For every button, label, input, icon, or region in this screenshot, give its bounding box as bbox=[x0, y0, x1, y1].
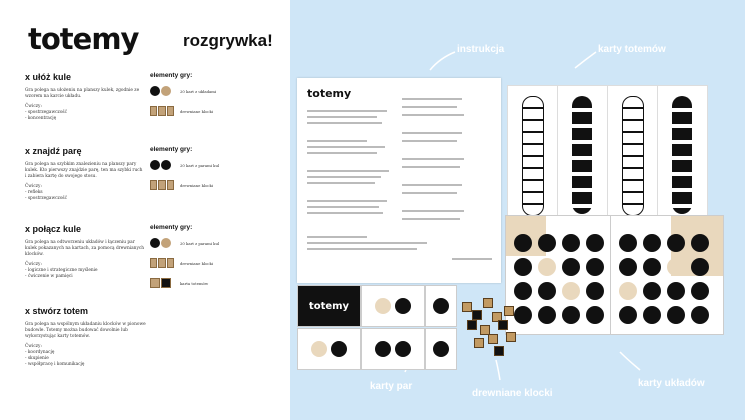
skill-item: - spostrzegawczość bbox=[25, 196, 68, 201]
section-title: x połącz kule bbox=[25, 224, 82, 234]
element-label: 20 kart z parami kul bbox=[180, 240, 220, 246]
section-description: Gra polega na odtworzeniu układów i łączeniu par kulek pokazanych na kartach, za pomocą drewnianych klocków. bbox=[25, 240, 145, 257]
section-title: x znajdź parę bbox=[25, 146, 82, 156]
leaflet-logo: totemy bbox=[307, 87, 352, 100]
pair-card bbox=[361, 328, 425, 370]
skill-item: - logiczne i strategiczne myślenie bbox=[25, 268, 98, 273]
skill-item: - koncentrację bbox=[25, 116, 57, 121]
totem-card bbox=[607, 85, 658, 227]
callout-wooden-blocks: drewniane klocki bbox=[472, 388, 553, 399]
callout-instructions: instrukcja bbox=[457, 44, 505, 55]
section-description: Gra polega na ułożeniu na planszy kulek, zgodnie ze wzorem na karcie układu. bbox=[25, 88, 140, 99]
arrow-instructions bbox=[430, 52, 455, 70]
totem-card bbox=[507, 85, 558, 227]
logo-suffix: rozgrywka! bbox=[183, 31, 273, 50]
callout-totem-cards: karty totemów bbox=[598, 44, 666, 55]
logo: totemy bbox=[28, 22, 139, 56]
element-label: 20 kart z układami bbox=[180, 88, 217, 94]
section-title: x stwórz totem bbox=[25, 306, 89, 316]
section-description: Gra polega na wspólnym układaniu klocków w pionowe budowle. Totemy można budować dowolnie lub wykorzystując karty totemów. bbox=[25, 322, 146, 339]
skill-item: - koordynację bbox=[25, 350, 55, 355]
element-label: drewniane klocki bbox=[180, 260, 214, 266]
element-label: drewniane klocki bbox=[180, 182, 214, 188]
arrow-totem-cards bbox=[575, 52, 596, 68]
skills-label: Ćwiczy: bbox=[25, 104, 42, 109]
pair-card bbox=[361, 285, 425, 327]
pair-card-back bbox=[297, 285, 361, 327]
skill-item: - współpracę i komunikację bbox=[25, 362, 85, 367]
skill-item: - refleks bbox=[25, 190, 43, 195]
elements-title: elementy gry: bbox=[150, 72, 193, 79]
totem-card bbox=[557, 85, 608, 227]
element-label: drewniane klocki bbox=[180, 108, 214, 114]
arrow-wooden-blocks bbox=[496, 360, 500, 380]
pair-card bbox=[425, 285, 457, 327]
instruction-leaflet bbox=[297, 78, 501, 283]
totem-card bbox=[657, 85, 708, 227]
layout-card bbox=[505, 215, 615, 335]
skill-item: - ćwiczenie w pamięci bbox=[25, 274, 73, 279]
element-label: 20 kart z parami kul bbox=[180, 162, 220, 168]
arrow-layout-cards bbox=[620, 352, 640, 370]
skills-label: Ćwiczy: bbox=[25, 184, 42, 189]
skills-label: Ćwiczy: bbox=[25, 344, 42, 349]
card-logo: totemy bbox=[308, 300, 350, 312]
skill-item: - spostrzegawczość bbox=[25, 110, 68, 115]
pair-card bbox=[425, 328, 457, 370]
section-description: Gra polega na szybkim znalezieniu na planszy pary kulek. Kto pierwszy znajdzie parę, ten ma szybki ruch i zabiera kartę do swojego stosu. bbox=[25, 162, 143, 179]
skills-label: Ćwiczy: bbox=[25, 262, 42, 267]
callout-pair-cards: karty par bbox=[370, 381, 413, 392]
element-label: karta totemów bbox=[180, 280, 209, 286]
callout-layout-cards: karty układów bbox=[638, 378, 705, 389]
layout-card bbox=[610, 215, 724, 335]
section-title: x ułóż kule bbox=[25, 72, 72, 82]
pair-card bbox=[297, 328, 361, 370]
elements-title: elementy gry: bbox=[150, 146, 193, 153]
elements-title: elementy gry: bbox=[150, 224, 193, 231]
skill-item: - skupienie bbox=[25, 356, 49, 361]
